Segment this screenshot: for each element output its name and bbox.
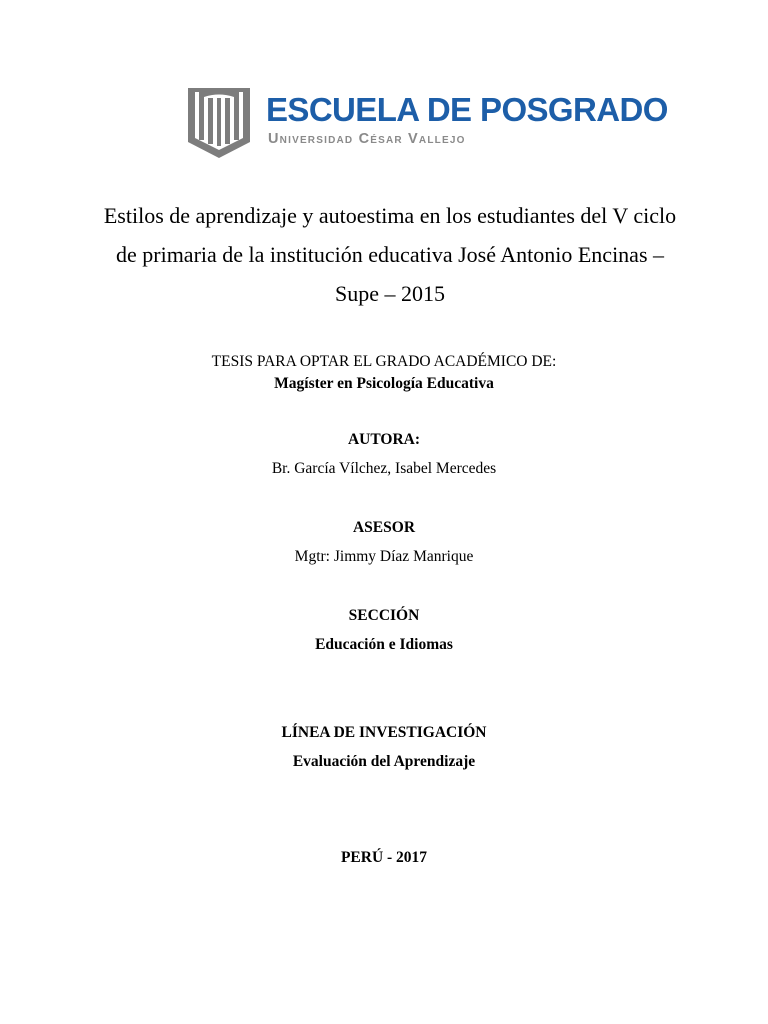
section-value: Educación e Idiomas <box>315 636 453 653</box>
author-heading: AUTORA: <box>347 431 421 448</box>
advisor-heading: ASESOR <box>352 519 416 536</box>
logo-title: ESCUELA DE POSGRADO <box>266 91 668 128</box>
author-name: Br. García Vílchez, Isabel Mercedes <box>271 460 497 477</box>
university-logo <box>186 84 668 160</box>
university-emblem-icon <box>186 84 252 160</box>
degree-value: Magíster en Psicología Educativa <box>274 375 494 392</box>
section-heading: SECCIÓN <box>348 607 420 624</box>
research-line-heading: LÍNEA DE INVESTIGACIÓN <box>281 724 487 741</box>
place-year: PERÚ - 2017 <box>340 849 428 866</box>
advisor-name: Mgtr: Jimmy Díaz Manrique <box>294 548 474 565</box>
logo-subtitle: Universidad César Vallejo <box>268 131 466 147</box>
research-line-value: Evaluación del Aprendizaje <box>292 753 476 770</box>
degree-label: TESIS PARA OPTAR EL GRADO ACADÉMICO DE: <box>211 353 557 370</box>
thesis-title: Estilos de aprendizaje y autoestima en los estudiantes del V ciclo de primaria de la institución educativa José Antonio Encinas – Supe – 2015 <box>103 203 677 306</box>
